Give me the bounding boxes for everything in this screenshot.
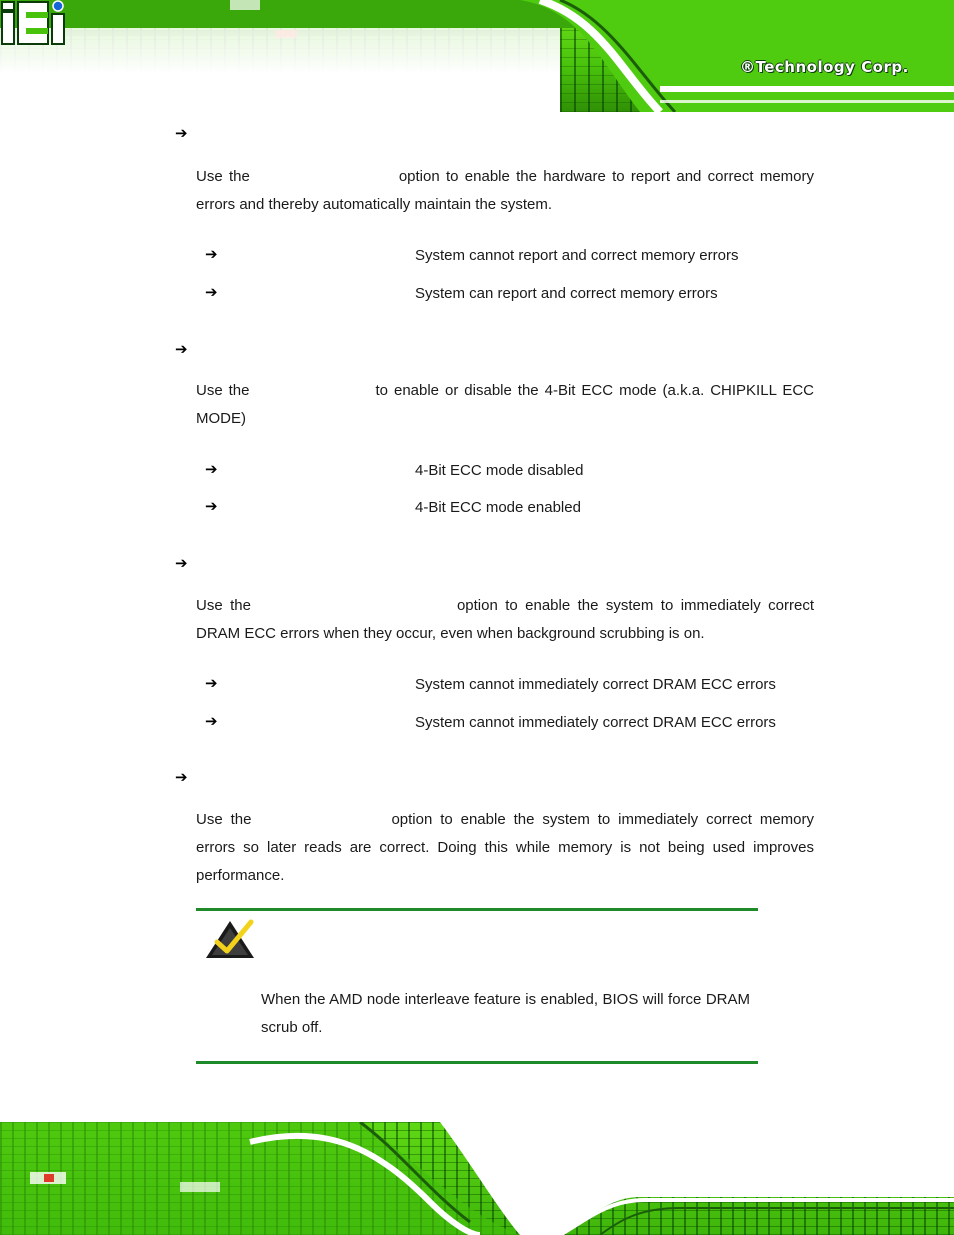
note-text: When the AMD node interleave feature is enabled, BIOS will force DRAM scrub off. xyxy=(261,991,750,1036)
section-paragraph: Use the to enable or disable the 4-Bit ECC mode (a.k.a. CHIPKILL ECC MODE) xyxy=(196,382,814,427)
option-arrow-icon: ➔ xyxy=(205,674,218,692)
iei-logo-icon xyxy=(0,0,70,46)
option-description: 4-Bit ECC mode disabled xyxy=(415,462,584,479)
section-paragraph: Use the option to enable the system to immediately correct DRAM ECC errors when they occur, even when background scrubbing is on. xyxy=(196,597,814,642)
section-arrow-icon: ➔ xyxy=(175,554,188,572)
section-paragraph: Use the option to enable the hardware to report and correct memory errors and thereby automatically maintain the system. xyxy=(196,168,814,213)
circuit-board-pattern xyxy=(0,1122,954,1235)
section-arrow-icon: ➔ xyxy=(175,340,188,358)
option-arrow-icon: ➔ xyxy=(205,460,218,478)
note-bottom-rule xyxy=(196,1061,758,1064)
option-description: 4-Bit ECC mode enabled xyxy=(415,499,581,516)
footer-banner xyxy=(0,1122,954,1235)
option-arrow-icon: ➔ xyxy=(205,245,218,263)
company-name: ®Technology Corp. xyxy=(740,58,909,76)
option-description: System cannot immediately correct DRAM ECC errors xyxy=(415,714,776,731)
section-arrow-icon: ➔ xyxy=(175,768,188,786)
option-description: System cannot report and correct memory errors xyxy=(415,247,739,264)
section-arrow-icon: ➔ xyxy=(175,124,188,142)
option-arrow-icon: ➔ xyxy=(205,712,218,730)
header-banner xyxy=(0,0,954,112)
option-description: System can report and correct memory errors xyxy=(415,285,718,302)
option-arrow-icon: ➔ xyxy=(205,283,218,301)
note-top-rule xyxy=(196,908,758,911)
option-arrow-icon: ➔ xyxy=(205,497,218,515)
note-checkmark-icon xyxy=(205,918,255,960)
section-paragraph: Use the option to enable the system to immediately correct memory errors so later reads are correct. Doing this while memory is not being used improves performance. xyxy=(196,811,814,884)
option-description: System cannot immediately correct DRAM ECC errors xyxy=(415,676,776,693)
header-fade xyxy=(0,28,560,112)
